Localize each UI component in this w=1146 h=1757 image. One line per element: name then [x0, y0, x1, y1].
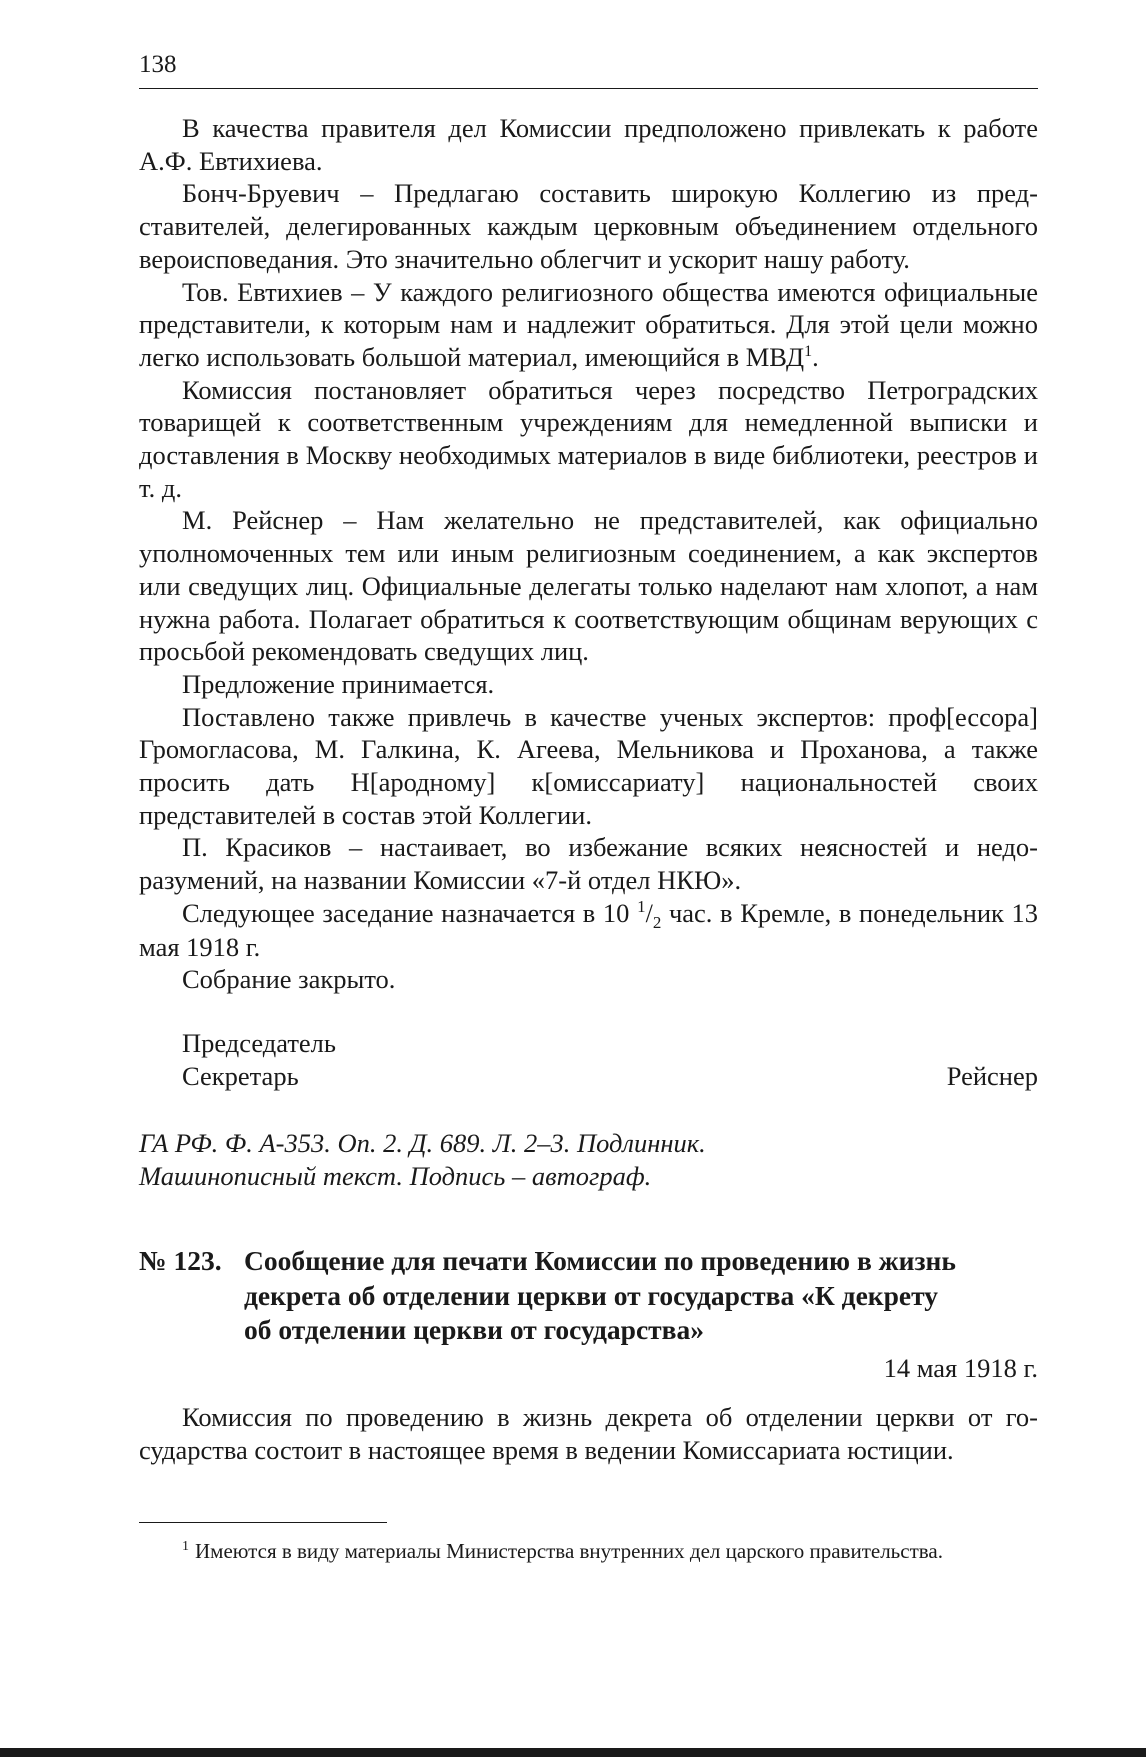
document-title	[244, 1244, 1029, 1348]
archive-reference-line: Машинописный текст. Подпись – автограф.	[139, 1161, 652, 1191]
document-title-line: об отделении церкви от государства»	[244, 1314, 705, 1345]
footnote-paragraph	[139, 1538, 1038, 1565]
paragraph: Тов. Евтихиев – У каждого религиозного общества имеются официальные представители, к которым нам и надлежит обратиться. Для этой цели можно легко использовать большой материал, имеющийся в МВД$^1$.	[139, 276, 1038, 372]
paragraph: Комиссия по проведению в жизнь декрета об отделении церкви от государства состоит в настоящее время в ведении Комиссариата юстиции.	[139, 1402, 1038, 1465]
document-title-line: Сообщение для печати Комиссии по проведению в жизнь	[244, 1245, 956, 1276]
document-heading	[139, 1244, 1038, 1348]
meeting-text-suffix: час. в Кремле, в понедельник 13 мая 1918 г.	[139, 897, 1039, 962]
footnote-rule	[139, 1522, 387, 1523]
document-number: № 123.	[139, 1245, 222, 1276]
paragraph: Собрание закрыто.	[182, 964, 396, 995]
fraction-slash: /	[645, 898, 653, 928]
paragraph-text: Тов. Евтихиев – У каждого религиозного общества имеются официальные представители, к которым нам и надлежит обратиться. Для этой цели можно легко использовать большой материал, имеющийся в МВД	[139, 276, 1038, 372]
fraction-denominator: 2	[652, 912, 662, 932]
paragraph: Бонч-Бруевич – Предлагаю составить широкую Коллегию из представителей, делегированных каждым церковным объединением отдельного вероисповедания. Это значительно облегчит и ускорит нашу работу.	[139, 178, 1038, 274]
time-fraction	[637, 896, 662, 932]
document-date: 14 мая 1918 г.	[883, 1353, 1038, 1383]
signature-block	[182, 1027, 1038, 1092]
archive-reference-line: ГА РФ. Ф. А-353. Оп. 2. Д. 689. Л. 2–3. Подлинник.	[139, 1128, 706, 1158]
paragraph: Предложение принимается.	[182, 668, 495, 699]
footnote-mark: 1	[182, 1539, 189, 1554]
document-body	[139, 1401, 1038, 1467]
meeting-text-prefix: Следующее заседание назначается в 10	[182, 897, 630, 928]
document-title-line: декрета об отделении церкви от государства «К декрету	[244, 1279, 939, 1311]
header-rule	[139, 88, 1038, 89]
footnote-text: Имеются в виду материалы Министерства внутренних дел царского правительства.	[195, 1539, 943, 1563]
secretary-row	[182, 1060, 1038, 1093]
secretary-label: Секретарь	[182, 1060, 299, 1091]
paragraph: В качества правителя дел Комиссии предположено привлекать к работе А.Ф. Евтихиева.	[139, 113, 1038, 176]
archive-reference	[139, 1127, 1038, 1193]
footnote-reference[interactable]: 1	[804, 342, 813, 360]
paragraph: Комиссия постановляет обратиться через посредство Петроградских товарищей к соответственным учреждениям для немедленной выписки и доставления в Москву необходимых материалов в виде библиотеки, реестров и т. д.	[139, 374, 1038, 503]
paragraph: Поставлено также привлечь в качестве ученых экспертов: проф[ессора] Громогласова, М. Галкина, К. Агеева, Мельникова и Проханова, а также просить дать Н[ародному] к[омиссариату] национальностей своих представителей в состав этой Коллегии.	[139, 701, 1038, 830]
paragraph: М. Рейснер – Нам желательно не представителей, как официально уполномоченных тем или иным религиозным соединением, а как экспертов или сведущих лиц. Официальные делегаты только наделают нам хлопот, а нам нужна работа. Полагает обратиться к соответствующим общинам верующих с просьбой рекомендовать сведущих лиц.	[139, 505, 1038, 667]
paragraph: П. Красиков – настаивает, во избежание всяких неясностей и недоразумений, на названии Комиссии «7-й отдел НКЮ».	[139, 832, 1038, 896]
page-number: 138	[139, 51, 177, 78]
protocol-body	[139, 112, 1038, 996]
signatory-name: Рейснер	[946, 1060, 1038, 1091]
chairman-label: Председатель	[182, 1028, 336, 1058]
fraction-numerator: 1	[637, 896, 646, 916]
footnote	[139, 1538, 1038, 1565]
next-meeting-paragraph	[139, 897, 1038, 963]
scan-edge-border	[0, 1748, 1146, 1757]
